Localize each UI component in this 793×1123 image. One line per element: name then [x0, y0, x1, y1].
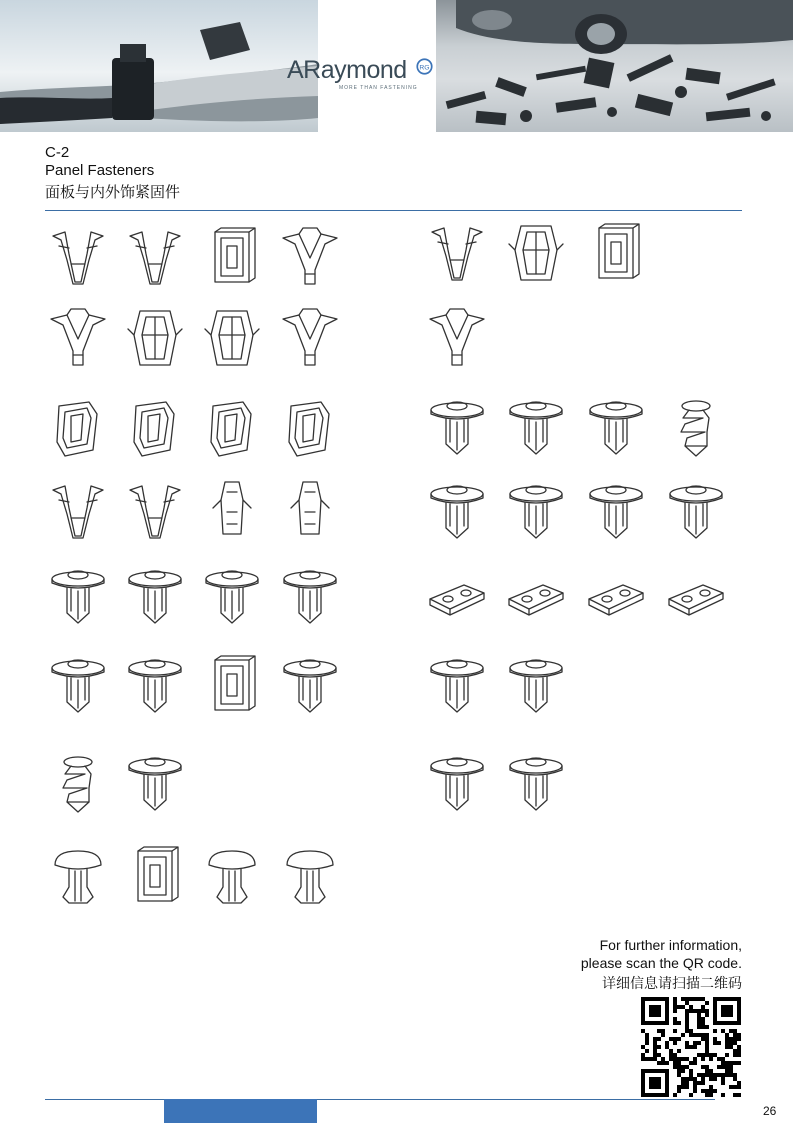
push-rivet-icon: [503, 750, 569, 816]
mushroom-rivet-icon: [45, 843, 111, 909]
cage-clip-icon: [122, 305, 188, 371]
fir-tree-icon: [45, 750, 111, 816]
flat-nut-icon: [503, 563, 569, 629]
logo-tagline: MORE THAN FASTENING: [339, 85, 418, 91]
push-rivet-icon: [503, 652, 569, 718]
logo-wordmark: ARaymond: [287, 56, 407, 84]
car-and-parts-image: [436, 0, 793, 132]
info-text-chinese: 详细信息请扫描二维码: [602, 975, 742, 991]
header-photo-left: [0, 0, 318, 132]
push-rivet-icon: [45, 563, 111, 629]
push-rivet-icon: [663, 478, 729, 544]
u-spring-clip-icon: [122, 478, 188, 544]
push-rivet-icon: [424, 478, 490, 544]
cage-clip-icon: [503, 220, 569, 286]
push-rivet-icon: [503, 478, 569, 544]
push-rivet-icon: [122, 750, 188, 816]
section-code: C-2: [45, 144, 70, 161]
flat-nut-icon: [663, 563, 729, 629]
logo-badge-icon: [416, 58, 433, 75]
page-number: 26: [763, 1104, 777, 1118]
v-clip-icon: [45, 305, 111, 371]
spring-clip-icon: [122, 396, 188, 462]
flat-nut-icon: [424, 563, 490, 629]
push-rivet-icon: [45, 652, 111, 718]
page-title-chinese: 面板与内外饰紧固件: [45, 184, 181, 201]
logo-badge-text: RG: [419, 64, 430, 72]
push-rivet-icon: [199, 563, 265, 629]
u-spring-clip-icon: [45, 224, 111, 290]
push-rivet-icon: [122, 652, 188, 718]
u-spring-clip-icon: [424, 220, 490, 286]
u-spring-clip-icon: [45, 478, 111, 544]
mushroom-rivet-icon: [277, 843, 343, 909]
push-rivet-icon: [583, 394, 649, 460]
slim-clip-icon: [277, 478, 343, 544]
spring-clip-icon: [277, 396, 343, 462]
footer-divider: [45, 1099, 715, 1100]
push-rivet-icon: [277, 652, 343, 718]
push-rivet-icon: [583, 478, 649, 544]
push-rivet-icon: [503, 394, 569, 460]
fir-tree-icon: [663, 394, 729, 460]
cage-clip-icon: [199, 305, 265, 371]
page-title: Panel Fasteners: [45, 162, 155, 179]
info-text-line-1: For further information,: [599, 937, 742, 953]
spring-clip-icon: [45, 396, 111, 462]
info-text-line-2: please scan the QR code.: [580, 955, 742, 971]
box-clip-icon: [583, 220, 649, 286]
v-clip-icon: [277, 305, 343, 371]
qr-code[interactable]: [641, 997, 741, 1097]
push-rivet-icon: [277, 563, 343, 629]
araymond-logo: [287, 56, 437, 96]
u-spring-clip-icon: [122, 224, 188, 290]
v-clip-icon: [424, 305, 490, 371]
push-rivet-icon: [424, 652, 490, 718]
header-divider: [45, 210, 742, 211]
push-rivet-icon: [122, 563, 188, 629]
push-rivet-icon: [424, 394, 490, 460]
box-clip-icon: [199, 652, 265, 718]
push-rivet-icon: [424, 750, 490, 816]
box-clip-icon: [199, 224, 265, 290]
mushroom-rivet-icon: [199, 843, 265, 909]
slim-clip-icon: [199, 478, 265, 544]
wire-harness-image: [0, 0, 318, 132]
v-clip-icon: [277, 224, 343, 290]
footer-color-block: [164, 1099, 317, 1123]
flat-nut-icon: [583, 563, 649, 629]
spring-clip-icon: [199, 396, 265, 462]
header-photo-right: [436, 0, 793, 132]
box-clip-icon: [122, 843, 188, 909]
